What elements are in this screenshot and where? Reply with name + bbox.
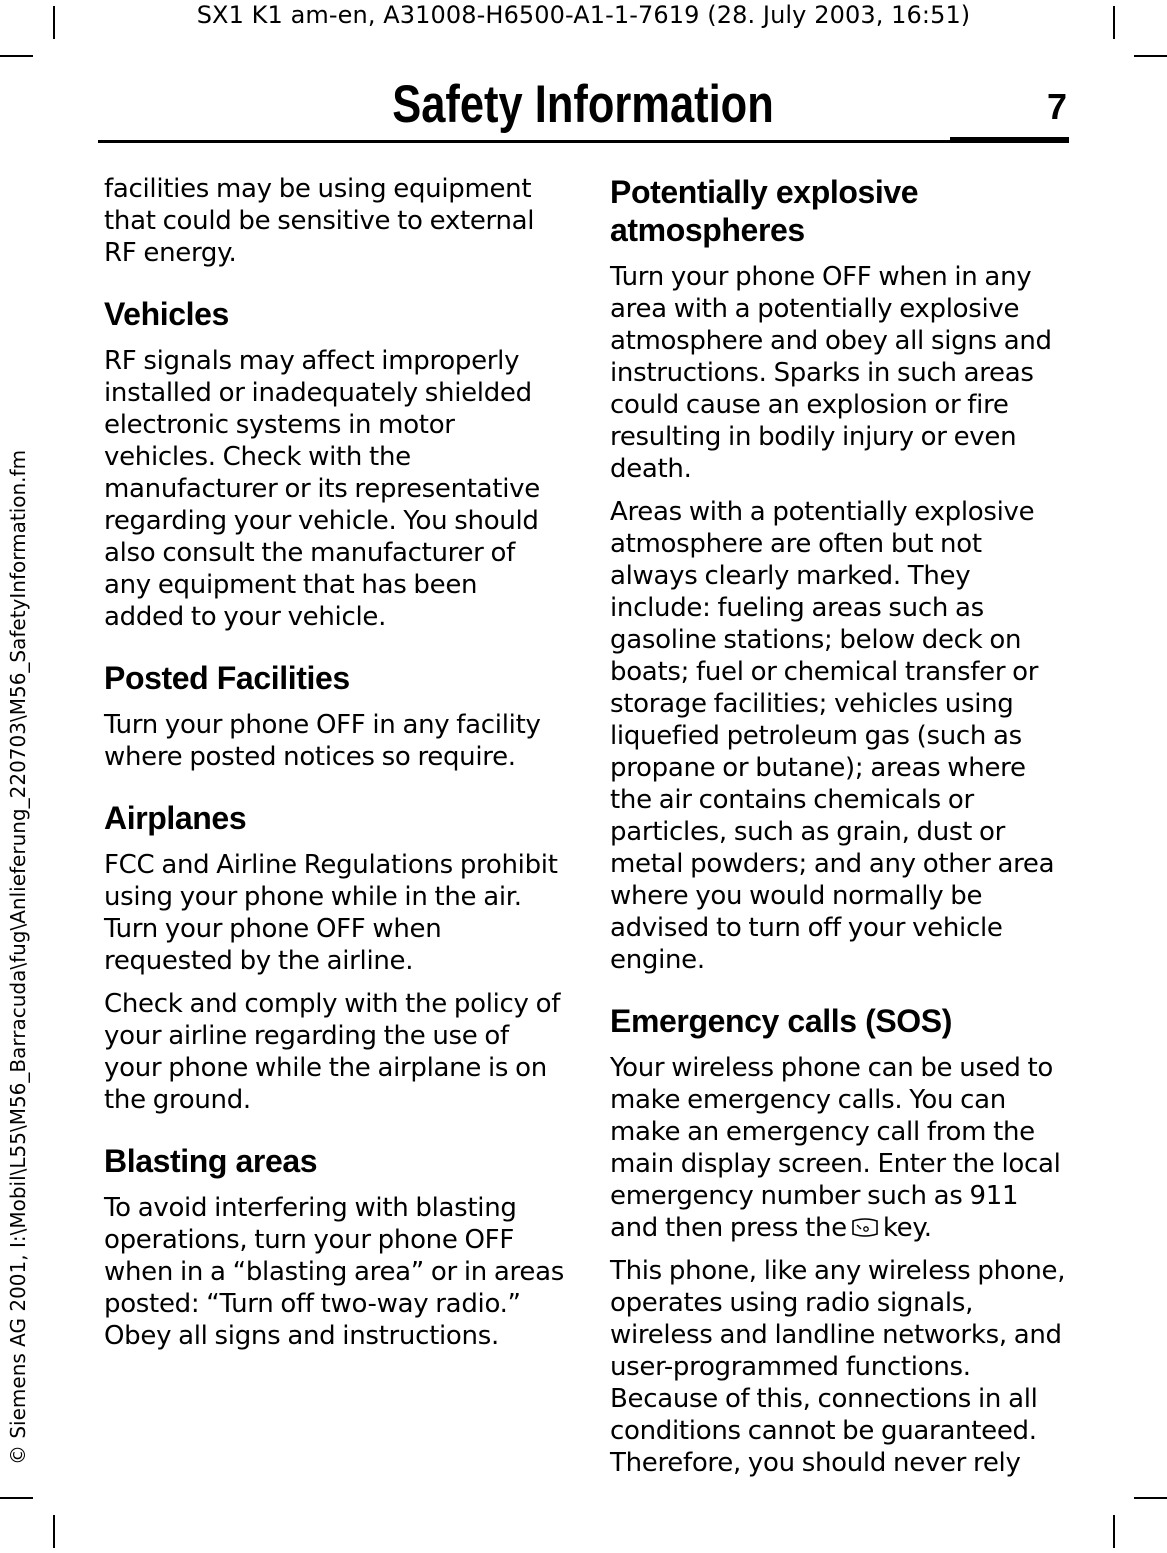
page-number-rule	[950, 137, 1069, 143]
copyright-path: © Siemens AG 2001, I:\Mobil\L55\M56_Barracuda\fug\Anlieferung_220703\M56_SafetyInformation.fm	[6, 449, 30, 1465]
section-heading-vehicles: Vehicles	[104, 296, 229, 332]
blasting-areas-paragraph: To avoid interfering with blasting operations, turn your phone OFF when in a “blasting area” or in areas posted: “Turn off two-way radio.” Obey all signs and instructions.	[104, 1193, 564, 1351]
emergency-text-before-key: Your wireless phone can be used to make emergency calls. You can make an emergency call from the main display screen. Enter the local emergency number such as 911 and then press the	[610, 1053, 1061, 1243]
document-header: SX1 K1 am-en, A31008-H6500-A1-1-7619 (28. July 2003, 16:51)	[196, 1, 971, 29]
section-heading-airplanes: Airplanes	[104, 800, 247, 836]
airplanes-paragraph-1: FCC and Airline Regulations prohibit using your phone while in the air. Turn your phone OFF when requested by the airline.	[104, 850, 558, 976]
explosive-paragraph-2: Areas with a potentially explosive atmosphere are often but not always clearly marked. They include: fueling areas such as gasoline stations; below deck on boats; fuel or chemical transfer or storage facilities; vehicles using liquefied petroleum gas (such as propane or butane); areas where the air contains chemicals or particles, such as grain, dust or metal powders; and any other area where you would normally be advised to turn off your vehicle engine.	[610, 497, 1055, 975]
emergency-paragraph-1	[610, 1052, 1070, 1244]
crop-mark	[1113, 1515, 1115, 1548]
intro-paragraph: facilities may be using equipment that could be sensitive to external RF energy.	[104, 174, 535, 268]
emergency-text-after-key: key.	[882, 1213, 932, 1243]
crop-mark	[0, 55, 33, 57]
crop-mark	[0, 1497, 33, 1499]
emergency-paragraph-2: This phone, like any wireless phone, operates using radio signals, wireless and landline networks, and user-programmed functions. Because of this, connections in all conditions cannot be guaranteed. Therefore, you should never rely	[610, 1256, 1066, 1478]
send-key-icon	[851, 1217, 879, 1239]
page-title: Safety Information	[392, 75, 774, 134]
crop-mark	[1134, 55, 1167, 57]
explosive-paragraph-1: Turn your phone OFF when in any area with a potentially explosive atmosphere and obey all signs and instructions. Sparks in such areas could cause an explosion or fire resulting in bodily injury or even death.	[610, 262, 1052, 484]
left-column	[104, 173, 564, 1363]
crop-mark	[1134, 1497, 1167, 1499]
crop-mark	[53, 1515, 55, 1548]
airplanes-paragraph-2: Check and comply with the policy of your airline regarding the use of your phone while the airplane is on the ground.	[104, 989, 561, 1115]
right-column	[610, 173, 1070, 1490]
page-number: 7	[1046, 86, 1067, 127]
section-heading-emergency-calls: Emergency calls (SOS)	[610, 1003, 952, 1039]
section-heading-explosive-atmospheres: Potentially explosive atmospheres	[610, 174, 919, 248]
section-heading-posted-facilities: Posted Facilities	[104, 660, 350, 696]
title-rule	[98, 140, 1069, 143]
vehicles-paragraph: RF signals may affect improperly installed or inadequately shielded electronic systems in motor vehicles. Check with the manufacturer or its representative regarding your vehicle. You should also consult the manufacturer of any equipment that has been added to your vehicle.	[104, 346, 540, 632]
posted-facilities-paragraph: Turn your phone OFF in any facility where posted notices so require.	[104, 710, 541, 772]
section-heading-blasting-areas: Blasting areas	[104, 1143, 318, 1179]
